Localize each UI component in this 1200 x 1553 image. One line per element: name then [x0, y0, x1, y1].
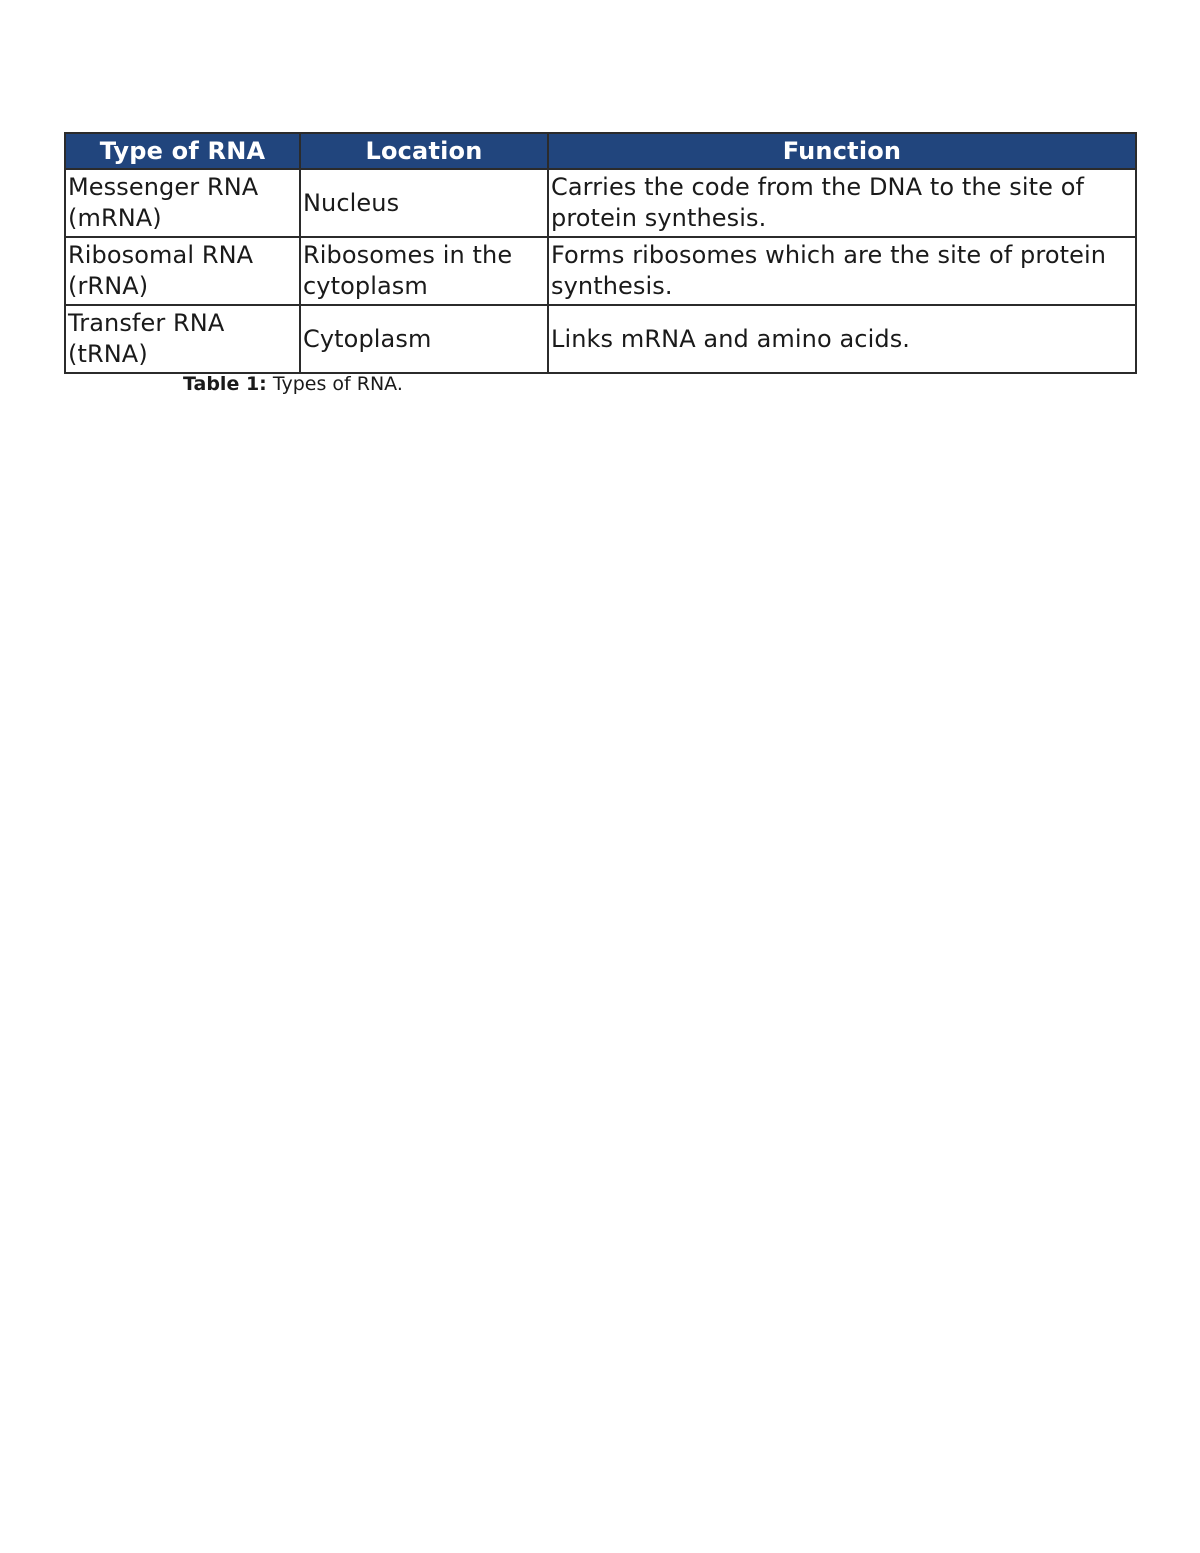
- cell-function: Carries the code from the DNA to the site of protein synthesis.: [548, 169, 1136, 237]
- cell-location: Ribosomes in the cytoplasm: [300, 237, 548, 305]
- caption-text: Types of RNA.: [272, 373, 403, 395]
- cell-type: Transfer RNA (tRNA): [65, 305, 300, 373]
- cell-function: Links mRNA and amino acids.: [548, 305, 1136, 373]
- rna-types-table: [64, 132, 1137, 374]
- header-function: Function: [548, 133, 1136, 169]
- table-row: [65, 237, 1136, 305]
- cell-type: Ribosomal RNA (rRNA): [65, 237, 300, 305]
- header-location: Location: [300, 133, 548, 169]
- table-row: [65, 169, 1136, 237]
- cell-location: Nucleus: [300, 169, 548, 237]
- cell-type: Messenger RNA (mRNA): [65, 169, 300, 237]
- table-row: [65, 305, 1136, 373]
- caption-label: Table 1:: [183, 373, 267, 395]
- table-header-row: [65, 133, 1136, 169]
- cell-location: Cytoplasm: [300, 305, 548, 373]
- table-caption: [183, 373, 403, 395]
- header-type-of-rna: Type of RNA: [65, 133, 300, 169]
- cell-function: Forms ribosomes which are the site of protein synthesis.: [548, 237, 1136, 305]
